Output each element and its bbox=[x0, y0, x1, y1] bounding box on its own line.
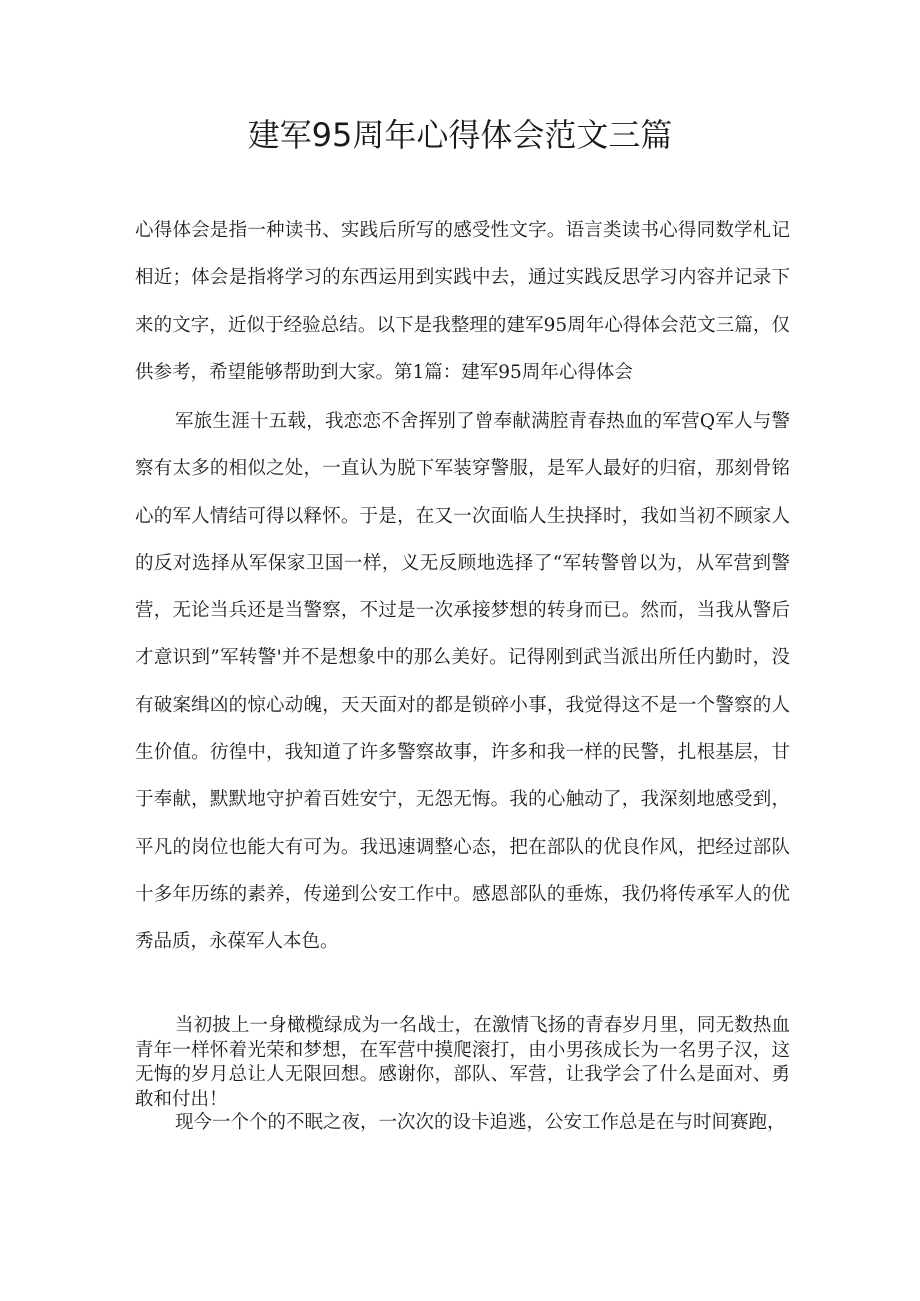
body-paragraph-2: 当初披上一身橄榄绿成为一名战士，在激情飞扬的青春岁月里，同无数热血青年一样怀着光荣和梦想，在军营中摸爬滚打，由小男孩成长为一名男子汉，这无悔的岁月总让人无限回想。感谢你，部队、军营，让我学会了什么是面对、勇敢和付出！ bbox=[135, 1015, 790, 1110]
body-paragraph-1: 军旅生涯十五载，我恋恋不舍挥别了曾奉献满腔青春热血的军营Q军人与警察有太多的相似之处，一直认为脱下军装穿警服，是军人最好的归宿，那刻骨铭心的军人情结可得以释怀。于是，在又一次面临人生抉择时，我如当初不顾家人的反对选择从军保家卫国一样，义无反顾地选择了“军转警曾以为，从军营到警营，无论当兵还是当警察，不过是一次承接梦想的转身而已。然而，当我从警后才意识到”军转警'并不是想象中的那么美好。记得刚到武当派出所任内勤时，没有破案缉凶的惊心动魄，天天面对的都是锁碎小事，我觉得这不是一个警察的人生价值。彷徨中，我知道了许多警察故事，许多和我一样的民警，扎根基层，甘于奉献，默默地守护着百姓安宁，无怨无悔。我的心触动了，我深刻地感受到，平凡的岗位也能大有可为。我迅速调整心态，把在部队的优良作风，把经过部队十多年历练的素养，传递到公安工作中。感恩部队的垂炼，我仍将传承军人的优秀品质，永葆军人本色。 bbox=[135, 411, 790, 953]
intro-paragraph: 心得体会是指一种读书、实践后所写的感受性文字。语言类读书心得同数学札记相近；体会是指将学习的东西运用到实践中去，通过实践反思学习内容并记录下来的文字，近似于经验总结。以下是我整理的建军95周年心得体会范文三篇，仅供参考，希望能够帮助到大家。第1篇：建军95周年心得体会 bbox=[135, 220, 790, 383]
document-title: 建军95周年心得体会范文三篇 bbox=[247, 116, 673, 154]
body-paragraph-3: 现今一个个的不眠之夜，一次次的设卡追逃，公安工作总是在与时间赛跑， bbox=[175, 1112, 786, 1133]
